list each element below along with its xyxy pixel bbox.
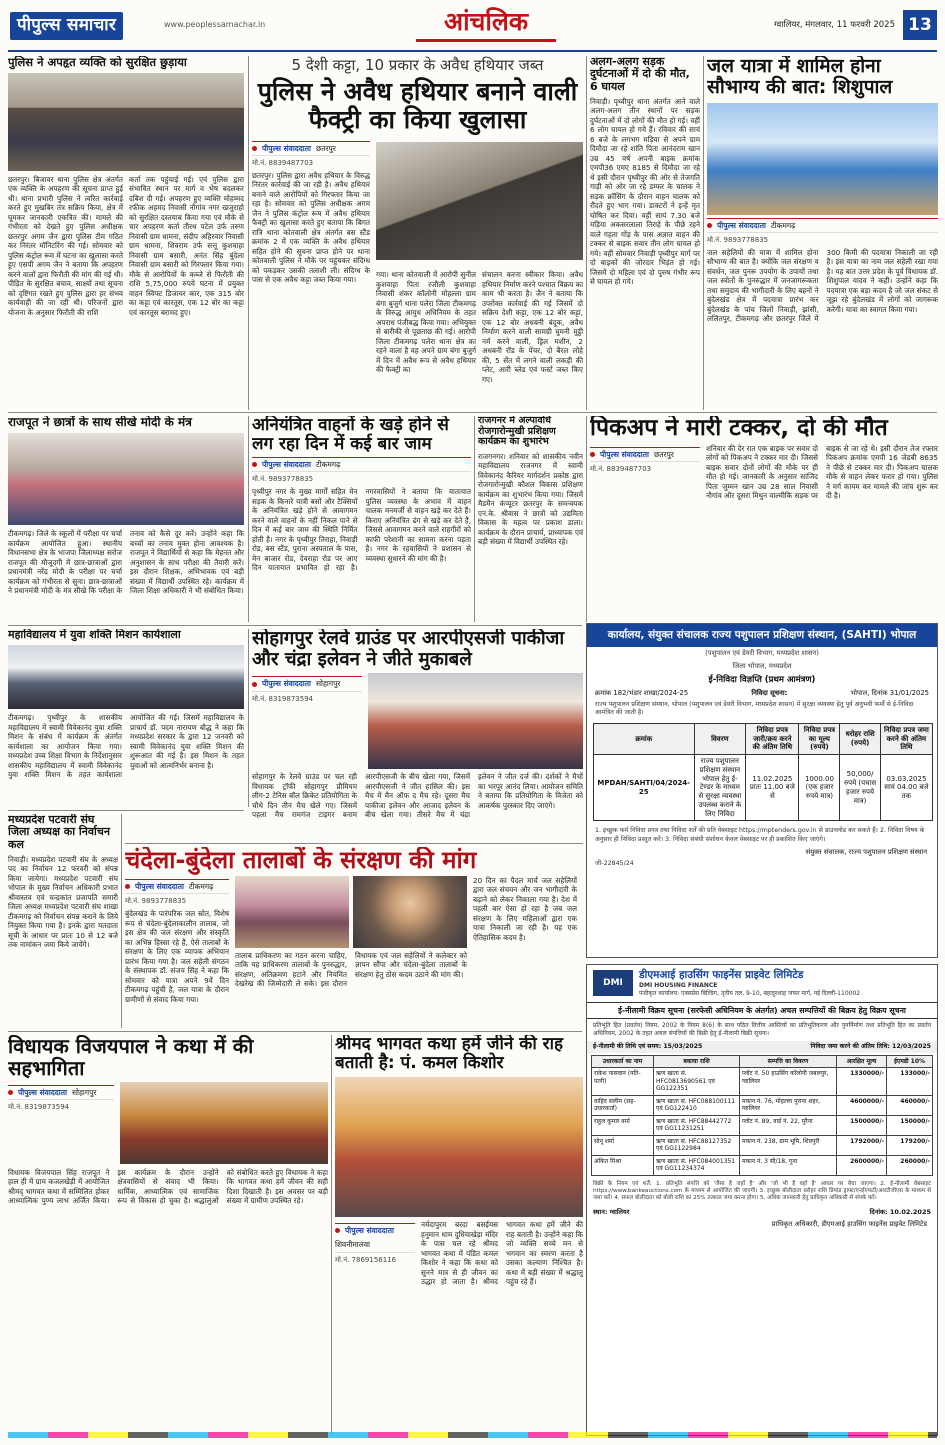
dmi-logo: DMI (593, 970, 633, 996)
column-rule (586, 56, 587, 410)
headline: पुलिस ने अवैध हथियार बनाने वाली फैक्ट्री का किया खुलासा (257, 76, 578, 134)
property-details: प्लॉट नं. 89, वार्ड नं. 22, मुरैना (740, 1115, 837, 1135)
story-text: छतरपुर। पुलिस द्वारा अवैध हथियार के विरुद्ध निरंतर कार्रवाई की जा रही है। अवैध हथियार बनाने वाले आरोपियों को गिरफ्तार किया जा रहा है। सोमवार को पुलिस अधीक्षक अगम जैन ने पुलिस कंट्रोल रूम में अवैध हथियार फैक्ट्री का खुलासा करते हुए बताया कि बिगत रात्रि थाना कोतवाली क्षेत्र अंतर्गत बस स्टैंड क्रमांक 2 में एक व्यक्ति के अवैध हथियार सहित होने की सूचना प्राप्त होने पर थाना कोतवाली पुलिस ने मौके पर पहुंचकर संदिग्ध को पकड़कर उसकी तलाशी ली। संदिग्ध के पास से एक अवैध कट्टा जब्त किया गया। (252, 170, 370, 285)
column-rule (474, 416, 475, 622)
emd-amount: 150000/- (887, 1115, 933, 1135)
story-text: बुंदेलखंड के पारंपरिक जल स्रोत, विशेष रूप से चंदेला-बुंदेलाकालीन तालाब, जो इस क्षेत्र की जल संरक्षण और संस्कृति का अभिन्न हिस्सा रहे हैं, ऐसे तालाबों के संरक्षण के लिए एक व्यापक अभियान प्रारंभ किया गया है। जल सहेली संगठन के संस्थापक डॉ. संजय सिंह ने कहा कि सोमवार को यात्रा अपने 9वें दिन टीकमगढ़ पहुंची है, जल यात्रा के दौरान ग्रामीणों से संवाद किया गया। (125, 909, 229, 1004)
section-rule (125, 843, 583, 844)
borrower-name: राहुल कुमार वर्मा (592, 1115, 654, 1135)
auction-notice-dmi (586, 964, 938, 1436)
story-traffic-jam (252, 416, 471, 622)
dateline: ग्वालियर, मंगलवार, 11 फरवरी 2025 (774, 20, 895, 30)
story-factory (252, 56, 583, 410)
reporter-mobile: मो.नं. 8319873594 (252, 694, 314, 703)
section-rule (8, 625, 582, 626)
masthead-rule (8, 50, 937, 52)
headline: पुलिस ने अपहृत व्यक्ति को सुरक्षित छुड़ाया (8, 56, 187, 69)
dmi-title: ई-नीलामी विक्रय सूचना (सरफेसी अधिनियम के अंतर्गत) अचल सम्पत्तियों की बिक्रय हेतु विक्रय सूचना (587, 1003, 937, 1020)
story-text: सोहागपुर के रेलवे ग्राउंड पर चल रही विधायक ट्रॉफी सोहागपुर प्रीमियम लीग-2 टेनिस बॉल क्रिकेट प्रतियोगिता के चौथे दिन तीन मैच खेले गए। जिसमें पहला मैच रामगंज टाइगर बनाम आरपीएसजी के बीच खेला गया, जिसमें आरपीएसजी ने जीत हासिल की। इस मैच में मैन ऑफ द मैच रहे। दूसरा मैच पाकीजा इलेवन और आजाद इलेवन के बीच खेला गया। तीसरे मैच में चंद्रा इलेवन ने जीत दर्ज की। दर्शकों ने मैचों का भरपूर आनंद लिया। आयोजन समिति ने बताया कि प्रतियोगिता के विजेता को आकर्षक पुरस्कार दिए जाएंगे। (252, 772, 583, 820)
kicker: 5 देशी कट्टा, 10 प्रकार के अवैध हथियार जब्त (291, 56, 544, 74)
page-number: 13 (903, 10, 937, 40)
dmi-name: डीएमआई हाउसिंग फाइनेंस प्राइवेट लिमिटेड (639, 969, 804, 981)
tender-issue: 11.02.2025 प्रातः 11.00 बजे से (746, 755, 799, 821)
story-text: जल सहेलियों की यात्रा में शामिल होना सौभाग्य की बात है। क्योंकि जल संरक्षण व संवर्धन, जल पुनरू उपयोग के उपायों तथा जल स्त्रोतों के पुनरुद्धार में जनजागरूकता तथा समुदाय की भागीदारी के लिए बहनों ने बुंदेलखंड क्षेत्र में पदयात्रा प्रारंभ कर बुंदेलखंड के पांच जिलों निवाड़ी, झांसी, ललितपुर, टीकमगढ़ और छतरपुर जिले में 300 किमी की पदयात्रा निकाली जा रही है। इस यात्रा का नाम जल सहेली रखा गया है। यह बात उत्तर प्रदेश के पूर्व विधायक डॉ. शिशुपाल यादव ने कही। उन्होंने कहा कि पदयात्रा एक बड़ा कदम है जो जल संकट से जूझ रहे बुंदेलखंड में लोगों को जागरूक करेगी। यात्रा का स्वागत किया गया। (707, 247, 938, 324)
photo-students-event (8, 433, 244, 525)
tender-col: विवरण (694, 723, 746, 754)
photo-cricket-event (368, 673, 583, 769)
byline: पीपुल्स संवाददाता छतरपुर (252, 141, 370, 156)
bullet-icon (252, 682, 257, 687)
photo-speaker (353, 876, 467, 948)
byline: पीपुल्स संवाददाता सोहागपुर (8, 1085, 114, 1100)
property-details: प्लॉट नं. 50 हाउसिंग कॉलोनी जबलपुर, ग्वालियर (740, 1068, 837, 1096)
dmi-header (587, 965, 937, 1003)
reporter-mobile: मो.नं. 8319873594 (8, 1103, 70, 1112)
loan-details: ऋण खाता सं. HFC0813690561 एवं GG122351 (654, 1068, 740, 1096)
tender-col: धरोहर राशि (रुपये) (840, 723, 880, 754)
photo-workshop (8, 645, 244, 709)
bullet-icon (590, 452, 595, 457)
tender-ref-row (587, 688, 937, 698)
section-underline (416, 39, 556, 42)
tender-sub1: (पशुपालन एवं डेयरी विभाग, मध्यप्रदेश शासन) (705, 649, 819, 658)
tender-emd: 50,000/रुपये (पचास हजार रुपये मात्र) (840, 755, 880, 821)
reserve-price: 4600000/- (837, 1095, 887, 1115)
tender-label: निविदा सूचना: (751, 689, 788, 698)
tender-col: निविदा प्रपत्र जारी/क्रय करने की अंतिम तिथि (746, 723, 799, 754)
section-title: आंचलिक (443, 7, 529, 36)
story-text: निवाड़ी। पृथ्वीपुर थाना अंतर्गत आने वाले अलग-अलग तीन स्थानों पर सड़क दुर्घटनाओं में दो लोगों की मौत हो गई। वहीं 6 लोग घायल हो गये हैं। रविवार की सायं 6 बजे के लगभग मड़िया से अपने ग्राम दिमौदा जा रहे शांति पिता आनंदराम खान उम्र 45 वर्ष अपनी बाइक क्रमांक एमपी36 एमए 8185 से दिमौदा जा रहे थे इसी दौरान पृथ्वीपुर की ओर से तेजगति गाड़ी को ओर जा रहे डम्फर के चालक ने सड़क क्रॉसिंग के दौरान वाहन चालक को रौंदते हुए भाग गया। डाक्टरों ने इन्हें मृत घोषित कर दिया। वहीं सायं 7.30 बजे मड़िया अकसरलाला तिराहे के पीछे रहने वाले गहता गोंड़ के पास अज्ञात वाहन की टक्कर से बाइक सवार तीन लोग घायल हो गये। वहीं सोमवार निवाड़ी पृथ्वीपुर मार्ग पर दो बाइकों की जोरदार भिड़ंत हो गई। जिसमें दो महिला एवं दो पुरुष गंभीर रूप से घायल हो गये। (590, 96, 700, 287)
section-rule (8, 412, 937, 413)
headline: महाविद्यालय में युवा शक्ति मिशन कार्यशाला (8, 629, 181, 641)
tender-date: भोपाल, दिनांक 31/01/2025 (850, 689, 929, 698)
section-rule (8, 810, 244, 811)
reserve-price: 2600000/- (837, 1155, 887, 1175)
dmi-place: स्थान: ग्वालियर (593, 1207, 630, 1216)
loan-details: ऋण खाता सं. HFC084001351 एवं GG11234374 (654, 1155, 740, 1175)
story-text: शनिवार की देर रात एक बाइक पर सवार दो लोगों को पिकअप ने टक्कर मार दी। जिससे बाइक सवार दोनों लोगों की मौके पर ही मौत हो गई। जानकारी के अनुसार साजिद पिता जुम्मन खान उम्र 28 साल निवासी नौगांव और दूसरा मिथुन वाल्मीकि सड़क पर बाइक से जा रहे थे। इसी दौरान तेज रफ्तार पिकअप क्रमांक एमपी 16 जेडबी 8635 ने पीछे से टक्कर मार दी। पिकअप चालक मौके से वाहन लेकर फरार हो गया। पुलिस ने मर्ग कायम कर मामले की जांच शुरू कर दी है। (706, 443, 938, 501)
story-text: टीकमगढ़। पृथ्वीपुर के शासकीय महाविद्यालय में स्वामी विवेकानंद युवा शक्ति मिशन के संबंध में कार्यक्रम के अंतर्गत कार्यशाला का आयोजन किया गया। मध्यप्रदेश उच्च शिक्षा विभाग के निर्देशानुसार शासकीय महाविद्यालय में स्वामी विवेकानंद युवा शक्ति मिशन के तहत कार्यशाला आयोजित की गई। जिसमें महाविद्यालय के प्राचार्य डॉ. पदम नारायण बौद्ध ने कहा कि मध्यप्रदेश सरकार के द्वारा 12 जनवरी को स्वामी विवेकानंद युवा शक्ति मिशन की शुरूआत की गई है। इस मिशन के तहत युवाओं को आत्मनिर्भर बनाना है। (8, 713, 244, 780)
borrower-name: राकेश पासवान (पति-पत्नी) (592, 1068, 654, 1096)
emd-amount: 460000/- (887, 1095, 933, 1115)
headline: मध्यप्रदेश पटवारी संघ जिला अध्यक्ष का निर्वाचन कल (8, 814, 110, 851)
column-rule (121, 814, 122, 1028)
photo-katha-ceremony (120, 1082, 328, 1164)
story-pickup-crash (590, 416, 938, 620)
story-text: छतरपुर। बिजावर थाना पुलिस क्षेत्र अंतर्गत एक व्यक्ति के अपहरण की सूचना प्राप्त हुई थी। थाना प्रभारी पुलिस ने त्वरित कार्रवाई करते हुए मुखबिर तंत्र सक्रिय किया, क्षेत्र में घूमकर जानकारी एकत्रित की। मामले की गंभीरता को देखते हुए पुलिस अधीक्षक छतरपुर अगम जैन द्वारा पुलिस टीम गठित कर निरंतर मॉनिटरिंग की गई। सोमवार को पुलिस कंट्रोल रूम में घटना का खुलासा करते हुए एसपी अगम जैन ने बताया कि अपहरण करने वालों द्वारा फिरौती की मांग की गई थी। पीड़ित के सुरक्षित बचाव, साक्ष्यों तथा सूचना को दृष्टिगत रखते हुए पुलिस द्वारा हर संभव कार्यवाही की जा रही थी। परिजनों द्वारा योजना के अनुसार फिरौती की राशि (8, 174, 123, 317)
property-details: मकान नं. 76, मोहल्ला पुराना शहर, ग्वालियर (740, 1095, 837, 1115)
photo-water-march (707, 103, 938, 215)
tender-intro: राज्य पशुपालन प्रशिक्षण संस्थान, भोपाल (पशुपालन एवं डेयरी विभाग, मध्यप्रदेश शासन) में सुरक्षा व्यवस्था हेतु पूर्व अनुभवी फर्मों से ई-निविदा आमंत्रित की जाती है। (595, 700, 914, 716)
reserve-price: 1330000/- (837, 1068, 887, 1096)
bullet-icon (252, 462, 257, 467)
color-registration-strip (8, 1432, 937, 1438)
column-rule (703, 56, 704, 410)
column-rule (248, 56, 249, 410)
story-text: तालाब प्राधिकरण का गठन करना चाहिए, ताकि यह प्राधिकरण तालाबों के पुनरुद्धार, संरक्षण, अतिक्रमण हटाने और नियमित देखरेख की जिम्मेदारी ले सके। इस दौरान विधायक एवं जल सहेलियों ने कलेक्टर को ज्ञापन सौंपा और चंदेला-बुंदेला तालाबों के संरक्षण हेतु ठोस कदम उठाने की मांग की। (235, 950, 467, 989)
masthead (8, 6, 937, 46)
tender-code: जी-22845/24 (595, 860, 634, 868)
story-text: संचालन करना स्वीकार किया। अवैध हथियार निर्माण करने पश्चात विक्रय का काम भी करता है। जैन ने बताया कि उपरोक्त कार्रवाई की गई जिसमें दो सक्रिय देशी कट्टा, एक 12 बोर कट्टा, एक 12 बोर अधबनी बंदूक, अवैध निर्माण करने वाली सामग्री घुमनी मुट्ठी नर्म करने वाली, ड्रिल मशीन, 2 अधबनी रॉड के पेंचर, दो बैरल लोहे की, 5 सेंत में लगने वाली लकड़ी की प्लेट, आरी ब्लेड एवं फर्स्ट जब्त किए गए। (482, 270, 583, 384)
loan-details: ऋण खाता सं. HFC88127352 एवं GG1122984 (654, 1135, 740, 1155)
property-details: मकान नं. 3 सी/18, गुना (740, 1155, 837, 1175)
tender-col: निविदा प्रपत्र जमा करने की अंतिम तिथि (880, 723, 932, 754)
tender-fee: 1000.00 (एक हजार रुपये मात्र) (799, 755, 840, 821)
story-accident (590, 56, 700, 410)
dmi-dates (587, 1041, 937, 1053)
story-rajput (8, 416, 244, 622)
headline: अनियंत्रित वाहनों के खड़े होने से लग रहा दिन में कई बार जाम (252, 416, 449, 455)
borrower-name: वाहिद सलीम (सह-उधारकर्ता) (592, 1095, 654, 1115)
story-text: गया। थाना कोतवाली में आरोपी सुनील कुशवाहा पिता रजौली कुशवाहा निवासी शंकर कॉलोनी मोहल्ला ग्राम बंगा बुजुर्ग थाना पलेरा जिला टीकमगढ़ के विरुद्ध आयुध अधिनियम के तहत अपराध पंजीबद्ध किया गया। अभियुक्त से बारीकी से पूछताछ की गई। आरोपी जिला टीकमगढ़ पलेरा थाना क्षेत्र का रहने वाला है वह अपने ग्राम बंगा बुजुर्ग में दिन में अवैध रूप से अवैध हथियार की फैक्ट्री का (376, 270, 476, 374)
newspaper-logo: पीपुल्स समाचार (10, 12, 123, 40)
dmi-date: दिनांक: 10.02.2025 (869, 1207, 931, 1216)
tender-sub2: जिला भोपाल, मध्यप्रदेश (732, 662, 792, 671)
story-ponds (125, 847, 583, 1028)
story-mla-katha (8, 1035, 328, 1433)
table-row (592, 1095, 933, 1115)
story-patwari (8, 814, 118, 1028)
headline: पिकअप ने मारी टक्कर, दो की मौत (590, 416, 888, 441)
bullet-icon (252, 146, 257, 151)
reporter-mobile: मो.नं. 8839487703 (252, 159, 314, 168)
emd-amount: 179200/- (887, 1135, 933, 1155)
tender-ref: क्रमांक 182/भंडार शाखा/2024-25 (595, 689, 689, 698)
story-text: निवाड़ी। मध्यप्रदेश पटवारी संघ के अध्यक्ष पद का निर्वाचन 12 फरवरी को संपन्न किया जायेगा। मध्यप्रदेश पटवारी संघ भोपाल के मुख्य निर्वाचन अधिकारी प्रभात श्रीवास्तव एवं चन्द्रकांत प्रजापति समारी जिला अध्यक्ष मध्यप्रदेश पटवारी संघ शाखा टीकमगढ़ को निर्वाचन संपन्न कराने के लिये नियुक्त किया गया है। इनके द्वारा मतदाता सूची के आधार पर प्रातः 10 से 12 बजे तक नामांकन जमा किये जायेंगे। (8, 854, 118, 950)
story-college-workshop (8, 629, 244, 807)
dmi-authority: प्राधिकृत अधिकारी, डीएमआई हाउसिंग फाइनेंस प्राइवेट लिमिटेड (771, 1219, 927, 1228)
dmi-address: पंजीकृत कार्यालय: एक्सप्रेस बिल्डिंग, तृतीय तल, 9-10, बहादुरशाह जफर मार्ग, नई दिल्ली-110002 (639, 989, 861, 997)
table-row (594, 755, 933, 821)
byline: पीपुल्स संवाददाता टीकमगढ़ (707, 218, 938, 233)
property-details: मकान नं. 238, ग्राम भूमि, शिवपुरी (740, 1135, 837, 1155)
reserve-price: 1500000/- (837, 1115, 887, 1135)
tender-table (593, 723, 933, 822)
dmi-footer (587, 1206, 937, 1218)
byline: पीपुल्स संवाददाता टीकमगढ़ (252, 457, 471, 472)
auction-col: सम्पत्ति का विवरण (740, 1055, 837, 1068)
headline: राजगनर में अल्पावधि रोजगारोन्मुखी प्रशिक्षण कार्यक्रम का शुभारंभ (478, 416, 556, 448)
headline: विधायक विजयपाल ने कथा में की सहभागिता (8, 1035, 254, 1081)
headline: जल यात्रा में शामिल होना सौभाग्य की बात: शिशुपाल (707, 56, 893, 99)
tender-last: 03.03.2025 सायं 04.00 बजे तक (880, 755, 932, 821)
borrower-name: अंकित मिश्रा (592, 1155, 654, 1175)
auction-col: ईएमडी 10% (887, 1055, 933, 1068)
story-skill-training (478, 416, 583, 622)
column-rule (331, 1035, 332, 1433)
reporter-mobile: मो.नं. 9893778835 (125, 897, 187, 906)
story-text: 20 दिन का पैदल मार्च जल सहेलियों द्वारा जल संचयन और जन भागीदारी के बढ़ाने को लेकर निकाला गया है। देश में पहली बार ऐसा हो रहा है जब जल संरक्षण के लिए महिलाओं द्वारा एक यात्रा निकाली जा रही है। यह एक ऐतिहासिक कदम है। (473, 875, 577, 942)
auction-col: आरक्षित मूल्य (837, 1055, 887, 1068)
bullet-icon (707, 223, 712, 228)
emd-amount: 260000/- (887, 1155, 933, 1175)
photo-seized-weapons (376, 142, 583, 260)
byline: पीपुल्स संवाददाता टीकमगढ़ (125, 879, 229, 894)
column-rule (248, 416, 249, 622)
tender-title: ई-निविदा विज्ञप्ति (प्रथम आमंत्रण) (708, 675, 816, 686)
loan-details: ऋण खाता सं. HFC088100111 एवं GG122410 (654, 1095, 740, 1115)
photo-police-arrest (8, 73, 244, 171)
section-rule (8, 1031, 582, 1032)
column-rule (586, 416, 587, 622)
borrower-name: सोनू शर्मा (592, 1135, 654, 1155)
dmi-intro: प्रतिभूति हित (प्रवर्तन) नियम, 2002 के नियम 8(6) के साथ पठित वित्तीय आस्तियों का प्रतिभूतिकरण और पुनर्निर्माण तथा प्रतिभूति हित का प्रवर्तन अधिनियम, 2002 के तहत अचल संपत्तियों की बिक्री हेतु ई-नीलामी बिक्री सूचना। (593, 1022, 931, 1038)
photo-bhagwat-crowd (335, 1077, 583, 1217)
headline: राजपूत ने छात्रों के साथ सीखे मोदी के मंत्र (8, 416, 192, 429)
story-cricket (252, 629, 583, 841)
loan-details: ऋण खाता सं. HFC88442772 एवं GG11231251 (654, 1115, 740, 1135)
auction-col: बकाया राशि (654, 1055, 740, 1068)
bullet-icon (335, 1228, 340, 1233)
story-bhagwat (335, 1035, 583, 1433)
emd-amount: 133000/- (887, 1068, 933, 1096)
tender-notes: 1. इच्छुक फर्म निविदा प्रपत्र तथा निविदा शर्तें की प्रति वेबसाइट https://mptenders.gov.in से डाउनलोड कर सकते हैं। 2. निविदा विषय के अनुसार ही निविदा प्रस्तुत करें। 3. निविदा संबंधी संशोधन केवल वेबसाइट पर ही प्रकाशित किए जाएंगे। (595, 827, 925, 843)
table-row (592, 1135, 933, 1155)
story-text: विधायक विजयपाल सिंह राजपूत ने हाल ही में ग्राम कजलखेड़ी में आयोजित श्रीमद् भागवत कथा में सम्मिलित होकर आध्यात्मिक पुण्य लाभ अर्जित किया। इस कार्यक्रम के दौरान उन्होंने क्षेत्रवासियों से संवाद भी किया। धार्मिक, आध्यात्मिक एवं सामाजिक रूप से विकास हो चुका है। श्रद्धालुओं को संबोधित करते हुए विधायक ने कहा कि भागवत कथा हमें जीवन की सही दिशा दिखाती है। इस अवसर पर बड़ी संख्या में ग्रामीण उपस्थित रहे। (8, 1167, 328, 1206)
tender-signatory: संयुक्त संचालक, राज्य पशुपालन प्रशिक्षण संस्थान (805, 847, 927, 856)
headline: सोहागपुर रेलवे ग्राउंड पर आरपीएसजी पाकीजा और चंद्रा इलेवन ने जीते मुकाबले (252, 629, 565, 670)
column-rule (248, 629, 249, 807)
auction-col: उधारकर्ता का नाम (592, 1055, 654, 1068)
headline: चंदेला-बुंदेला तालाबों के संरक्षण की मांग (125, 847, 477, 874)
auction-date: ई-नीलामी की तिथि एवं समय: 15/03/2025 (593, 1043, 703, 1051)
tender-col: निविदा प्रपत्र का मूल्य (रुपये) (799, 723, 840, 754)
bid-deadline: निविदा जमा करने की अंतिम तिथि: 12/03/2025 (810, 1043, 931, 1051)
tender-no: MPDAH/SAHTI/04/2024-25 (594, 755, 695, 821)
tender-org: कार्यालय, संयुक्त संचालक राज्य पशुपालन प्रशिक्षण संस्थान, (SAHTI) भोपाल (587, 624, 937, 647)
table-row (592, 1155, 933, 1175)
tender-notice-sahti (586, 623, 938, 958)
headline: श्रीमद भागवत कथा हमें जीने की राह बताती है: पं. कमल किशोर (335, 1035, 564, 1074)
table-row (592, 1115, 933, 1135)
story-text: नर्मदापुरम बरदा बसईयस हनुमान धाम दुधियाखेड़ा मंदिर के पास चल रहे श्रीमद भागवत कथा में पंडित कमल किशोर ने कहा कि कथा को सुनने मात्र से ही जीवन का उद्धार हो जाता है। श्रीमद भागवत कथा हमें जीने की राह बताती है। उन्होंने कहा कि जो व्यक्ति सच्चे मन से भगवान का स्मरण करता है उसका कल्याण निश्चित है। कथा में बड़ी संख्या में श्रद्धालु पहुंच रहे हैं। (421, 1220, 583, 1287)
story-text: टीकमगढ़। जिले के स्कूलों में परीक्षा पर चर्चा कार्यक्रम आयोजित हुआ। स्थानीय विधानसभा क्षेत्र के भाजपा जिलाध्यक्ष सरोज राजपूत की मौजूदगी में छात्र-छात्राओं द्वारा प्रधानमंत्री नरेंद्र मोदी के परीक्षा पर चर्चा कार्यक्रम को गंभीरता से सुना। छात्र-छात्राओं ने प्रधानमंत्री मोदी के मंत्र सीखे कि परीक्षा के तनाव को कैसे दूर करें। उन्होंने कहा कि बच्चों का तनाव मुक्त होना आवश्यक है। राजपूत ने विद्यार्थियों से कहा कि मेहनत और अनुशासन के साथ परीक्षा की तैयारी करें। इस दौरान शिक्षक, अभिभावक एवं बड़ी संख्या में विद्यार्थी उपस्थित रहे। कार्यक्रम में जिला शिक्षा अधिकारी ने भी संबोधित किया। (8, 529, 244, 596)
story-jal-yatra (707, 56, 938, 410)
reserve-price: 1792000/- (837, 1135, 887, 1155)
bullet-icon (125, 884, 130, 889)
reporter-mobile: मो.नं. 7869156116 (335, 1255, 397, 1264)
byline: पीपुल्स संवाददाता सोहागपुर (252, 676, 362, 691)
tender-col: क्रमांक (594, 723, 695, 754)
reporter-mobile: मो.नं. 9893778835 (707, 235, 769, 244)
reporter-mobile: मो.नं. 9893778835 (252, 475, 314, 484)
dmi-name-en: DMI HOUSING FINANCE (639, 982, 718, 990)
story-rescue (8, 56, 244, 410)
dmi-terms: बिक्री के नियम एवं शर्तें: 1. प्रतिभूति संपत्ति को 'जैसा है जहाँ है' और 'जो भी है वहाँ है' आधार पर बेचा जाएगा। 2. ई-नीलामी वेबसाइट https://www.bankeauctions.com के माध्यम से आयोजित की जाएगी। 3. इच्छुक बोलीदाता धरोहर राशि डिमांड ड्राफ्ट/एनईएफटी/आरटीजीएस के माध्यम से जमा करें। 4. सफल बोलीदाता को बोली राशि का 25% तत्काल जमा करना होगा। 5. अधिक जानकारी हेतु प्राधिकृत अधिकारी से संपर्क करें। (593, 1180, 931, 1202)
photo-ponds-meeting (235, 876, 349, 948)
story-text: कर्ता तक पहुंचाई गई। एवं पुलिस द्वारा संभावित स्थान पर मार्ग व भेष बदलकर दबिश दी गई। अपहरण हुए व्यक्ति मोहम्मद रफीक अहमद निवासी नौगांव नगर खजुराहो को सुरक्षित दस्तयाब किया गया एवं मौके से चार अपहरण कर्ता तीरथ पटेल उर्फ तरुण निवासी ग्राम धामना, संदीप अहिरवार निवासी ग्राम धामना, शिवराम उर्फ सत्तू कुशवाहा निवासी ग्राम बसारी, अनंत सिंह बुंदेला निवासी ग्राम बसारी को गिरफ्तार किया गया। मौके से आरोपियों के कब्जे से फिरौती की राशि 5,75,000 रुपये घटना में प्रयुक्त वाहन स्विफ्ट डिजायर कार, एक 315 बोर का कट्टा एवं कारतूस, एक 12 बोर का कट्टा एवं कारतूस बरामद हुए। (129, 174, 244, 317)
tender-desc: राज्य पशुपालन प्रशिक्षण संस्थान भोपाल हेतु ई-टेण्डर के माध्यम से सुरक्षा व्यवस्था उपलब्ध कराने के लिए निविदा (694, 755, 746, 821)
story-text: पृथ्वीपुर नगर के मुख्य मार्गों सहित मेन सड़क के किनारे यात्री बसों और टैक्सियों के अनियंत्रित खड़े होने से आवागमन करने वाले वाहनों के नहीं निकल पाने से दिन में कई बार जाम की स्थिति निर्मित होती है। नगर के पृथ्वीपुर तिराहा, निवाड़ी रोड, बस स्टैंड, पुराना अस्पताल के पास, मेन बाजार रोड, देवराहा रोड पर आए दिन यातायात प्रभावित हो रहा है। नगरवासियों ने बताया कि यातायात पुलिस व्यवस्था के अभाव में वाहन चालक मनमर्जी से वाहन खड़े कर देते हैं। किराए अनियंत्रित ढंग से खड़े कर देते हैं, जिससे आवागमन करने वाले राहगीरों को काफी परेशानी का सामना करना पड़ता है। नगर के रहवासियों ने प्रशासन से व्यवस्था सुधारने की मांग की है। (252, 487, 471, 573)
reporter-mobile: मो.नं. 8839487703 (590, 465, 652, 474)
bullet-icon (8, 1090, 13, 1095)
auction-table (591, 1055, 933, 1176)
byline: पीपुल्स संवाददाता शिवनीमालवा (335, 1223, 415, 1253)
story-text: राजगनगर। शनिवार को शासकीय नवीन महाविद्यालय राजनगर में स्वामी विवेकानंद कैरियर मार्गदर्शन प्रकोष्ठ द्वारा रोजगारोन्मुखी कौशल विकास प्रशिक्षण कार्यक्रम का शुभारंभ किया गया। जिसमें मैडमैन कंप्यूटर छतरपुर के समन्वयक एन.के. श्रीवास ने छात्रों को उद्यमिता विकास के महत्व पर प्रकाश डाला। कार्यक्रम के दौरान प्राचार्य, प्राध्यापक एवं बड़ी संख्या में विद्यार्थी उपस्थित रहे। (478, 451, 583, 547)
website-url: www.peoplessamachar.in (164, 20, 266, 29)
byline: पीपुल्स संवाददाता छतरपुर (590, 447, 700, 462)
headline: अलग-अलग सड़क दुर्घटनाओं में दो की मौत, 6 घायल (590, 56, 690, 93)
table-row (592, 1068, 933, 1096)
